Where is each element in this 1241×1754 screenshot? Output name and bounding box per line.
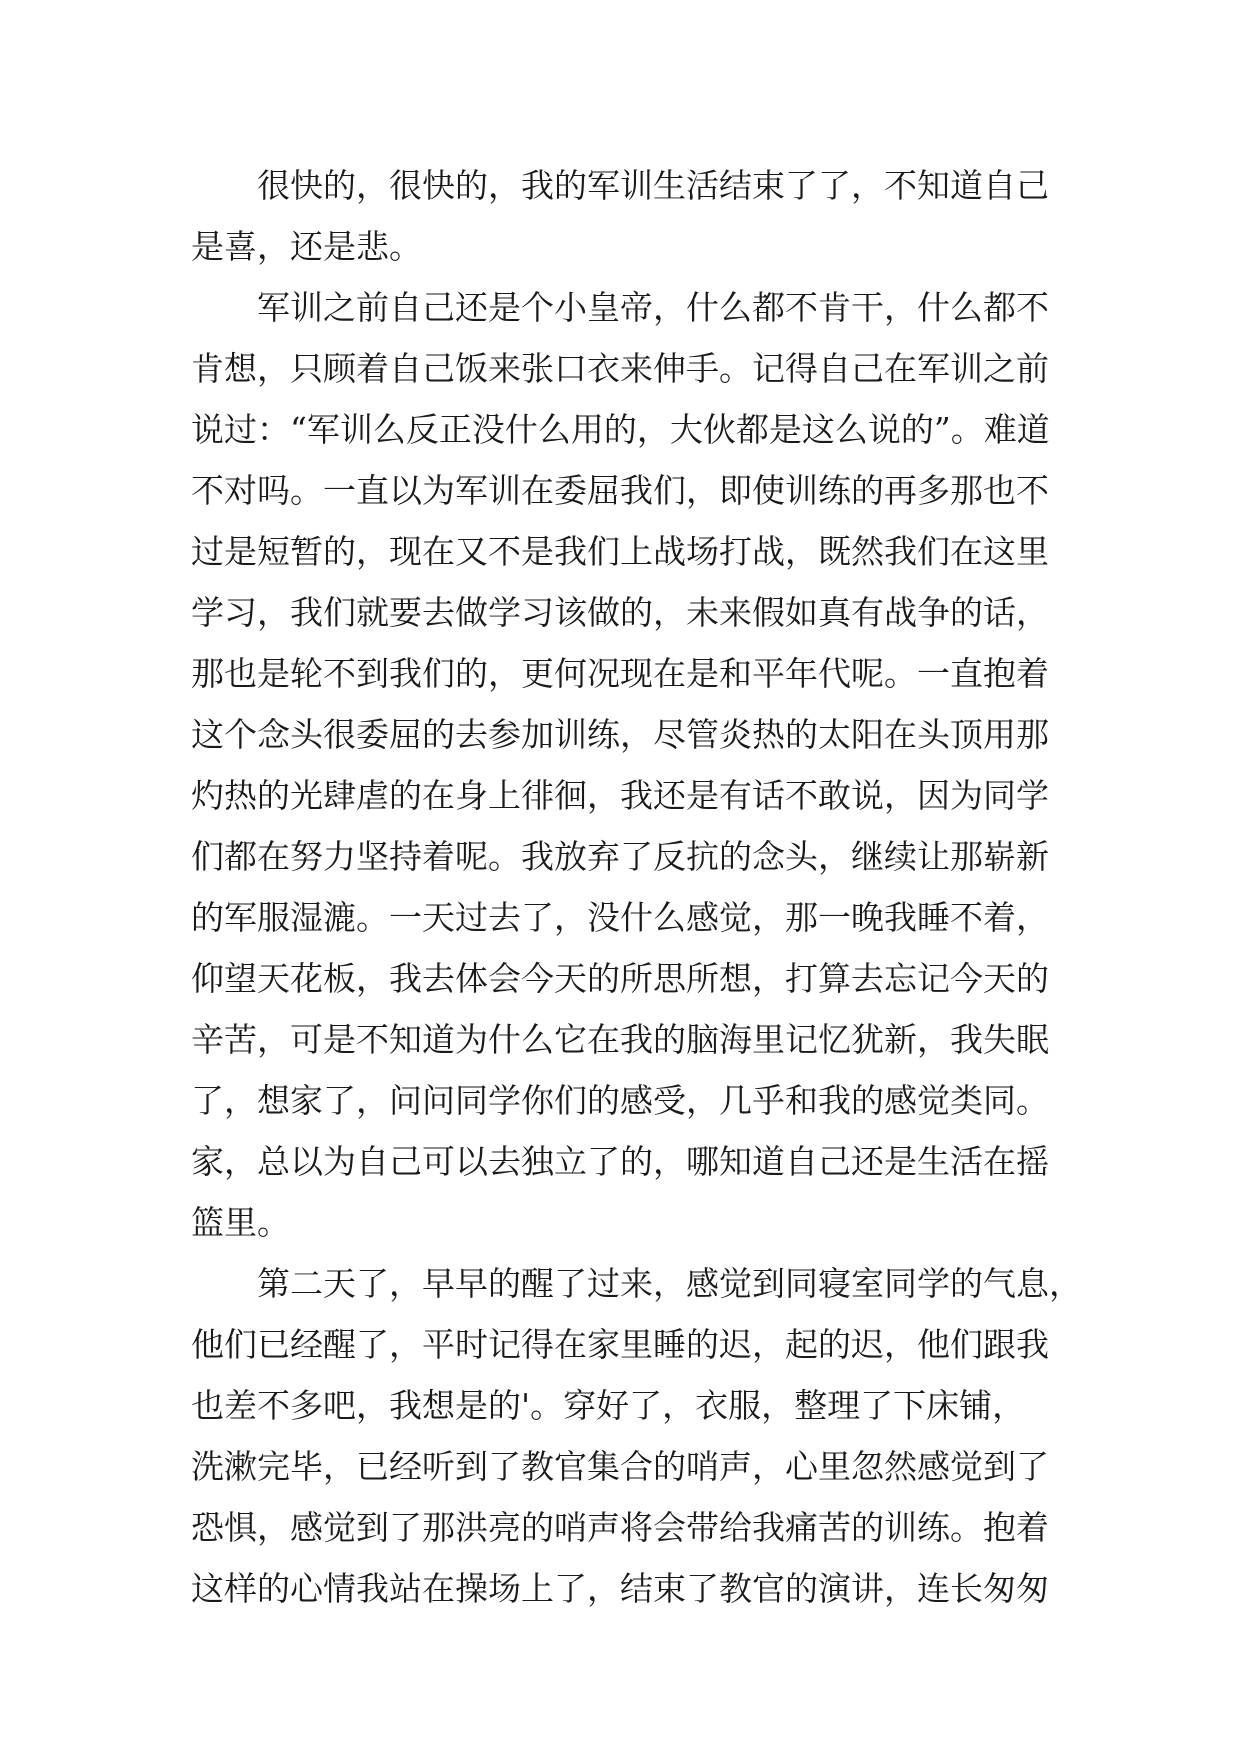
paragraph-1-line-2: 是喜，还是悲。 [191,227,422,266]
paragraph-2-line-6: 学习，我们就要去做学习该做的，未来假如真有战争的话， [191,593,1049,632]
paragraph-2-line-9: 灼热的光肆虐的在身上徘徊，我还是有话不敢说，因为同学 [191,776,1049,815]
paragraph-2-line-12: 仰望天花板，我去体会今天的所思所想，打算去忘记今天的 [191,959,1049,998]
paragraph-2-line-3: 说过：“军训么反正没什么用的，大伙都是这么说的”。难道 [191,410,1050,449]
paragraph-2-line-13: 辛苦，可是不知道为什么它在我的脑海里记忆犹新，我失眠 [191,1020,1049,1059]
paragraph-2-line-5: 过是短暂的，现在又不是我们上战场打战，既然我们在这里 [191,532,1049,571]
paragraph-1-line-1: 很快的，很快的，我的军训生活结束了了，不知道自己 [257,166,1049,205]
paragraph-3-line-6: 这样的心情我站在操场上了，结束了教官的演讲，连长匆匆 [191,1569,1049,1608]
paragraph-3-line-5: 恐惧，感觉到了那洪亮的哨声将会带给我痛苦的训练。抱着 [191,1508,1049,1547]
paragraph-3-line-2: 他们已经醒了，平时记得在家里睡的迟，起的迟，他们跟我 [191,1325,1049,1364]
paragraph-2-line-14: 了，想家了，问问同学你们的感受，几乎和我的感觉类同。 [191,1081,1049,1120]
paragraph-2-line-1: 军训之前自己还是个小皇帝，什么都不肯干，什么都不 [257,288,1049,327]
paragraph-2-line-10: 们都在努力坚持着呢。我放弃了反抗的念头，继续让那崭新 [191,837,1049,876]
paragraph-2-line-15: 家，总以为自己可以去独立了的，哪知道自己还是生活在摇 [191,1142,1049,1181]
document-body [191,155,1082,1619]
paragraph-2-line-4: 不对吗。一直以为军训在委屈我们，即使训练的再多那也不 [191,471,1049,510]
paragraph-3-line-3: 也差不多吧，我想是的'。穿好了，衣服，整理了下床铺， [191,1386,1026,1425]
paragraph-3-line-4: 洗漱完毕，已经听到了教官集合的哨声，心里忽然感觉到了 [191,1447,1049,1486]
paragraph-2-line-8: 这个念头很委屈的去参加训练，尽管炎热的太阳在头顶用那 [191,715,1049,754]
paragraph-2-line-2: 肯想，只顾着自己饭来张口衣来伸手。记得自己在军训之前 [191,349,1049,388]
paragraph-3-line-1: 第二天了，早早的醒了过来，感觉到同寝室同学的气息， [257,1264,1082,1303]
paragraph-2-line-16: 篮里。 [191,1203,290,1242]
paragraph-2-line-11: 的军服湿漉。一天过去了，没什么感觉，那一晚我睡不着， [191,898,1049,937]
paragraph-2-line-7: 那也是轮不到我们的，更何况现在是和平年代呢。一直抱着 [191,654,1049,693]
